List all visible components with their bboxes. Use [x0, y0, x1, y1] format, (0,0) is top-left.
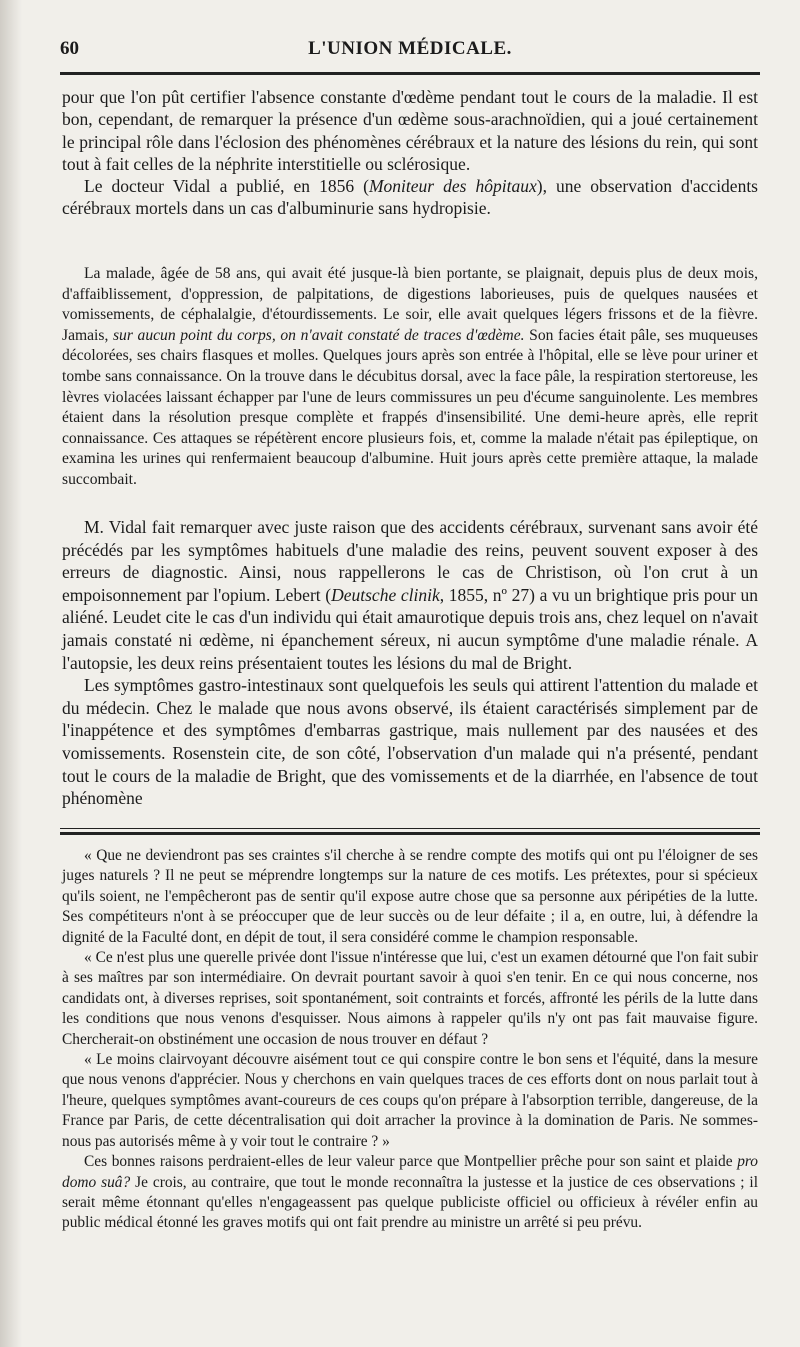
paragraph: [62, 264, 758, 491]
footnote-rule: [60, 828, 760, 829]
binding-shadow: [0, 0, 22, 1347]
footnote-rule: [60, 832, 760, 835]
emphasis-text: pro domo suâ?: [62, 1153, 758, 1191]
paragraph: « Le moins clairvoyant découvre aisément tout ce qui conspire contre le bon sens et l'équité, dans la mesure que nous venons d'apprécier. Nous y cherchons en vain quelques traces de ces efforts dont on nous parlait tout à l'heure, quelques symptômes avant-coureurs de ces coups qu'on prépare à l'absorption terrible, dangereuse, de la France par Paris, de cette décentralisation qui doit arracher la province à la domination de Paris. Ne sommes-nous pas autorisés même à y voir tout le contraire ? »: [62, 1051, 758, 1150]
page-header: [60, 38, 760, 68]
paragraph: « Ce n'est plus une querelle privée dont l'issue n'intéresse que lui, c'est un examen détourné que l'on fait subir à ses maîtres par son intermédiaire. On devrait pourtant savoir à quoi s'en tenir. En ce qui nous concerne, nos candidats ont, à diverses reprises, soit spontanément, soit contraints et forcés, affronté les périls de la lutte dans les conditions que nous venons d'esquisser. Nous aimons à rappeler qu'ils n'y ont pas fait mauvaise figure. Chercherait-on obstinément une occasion de nous trouver en défaut ?: [62, 949, 758, 1048]
paragraph: Les symptômes gastro-intestinaux sont quelquefois les seuls qui attirent l'attention du malade et du médecin. Chez le malade que nous avons observé, ils étaient caractérisés simplement par de l'inappétence et des symptômes d'embarras gastrique, mais nullement par des nausées et des vomissements. Rosenstein cite, de son côté, l'observation d'un malade qui n'a présenté, pendant tout le cours de la maladie de Bright, que des vomissements et de la diarrhée, en l'absence de tout phénomène: [62, 675, 758, 809]
source-title: Moniteur des hôpitaux: [368, 176, 537, 197]
text-span: Son facies était pâle, ses muqueuses décolorées, ses chairs flasques et molles. Quelques jours après son entrée à l'hôpital, elle se lève pour uriner et tombe sans connaissance. On la trouve dans le décubitus dorsal, avec la face pâle, la respiration stertoreuse, les lèvres violacées laissant échapper par l'une de leurs commissures un peu d'écume sanguinolente. Les membres étaient dans la résolution presque complète et frappés d'insensibilité. Une demi-heure après, elle reprit connaissance. Ces attaques se répétèrent encore plusieurs fois, et, comme la malade n'était pas épileptique, on examina les urines qui renfermaient beaucoup d'albumine. Huit jours après cette première attaque, la malade succombait.: [62, 326, 758, 488]
header-rule: [60, 72, 760, 75]
text-span: Le docteur Vidal a publié, en 1856 (: [84, 176, 369, 197]
source-title: Deutsche clinik: [331, 584, 440, 605]
paragraph: [62, 516, 758, 674]
paragraph: « Que ne deviendront pas ses craintes s'il cherche à se rendre compte des motifs qui ont pu l'éloigner de ses juges naturels ? Il ne peut se méprendre longtemps sur la nature de ces motifs. Les prétextes, pour si spécieux qu'ils soient, ne l'empêcheront pas de sentir qu'il expose autre chose que sa personne aux péripéties de la lutte. Ses compétiteurs n'ont à se préoccuper que de leur succès ou de leur défaite ; il a, en outre, lui, à défendre la dignité de la Faculté dont, en dépit de tout, il sera considéré comme le champion responsable.: [62, 847, 758, 946]
text-span: Je crois, au contraire, que tout le monde reconnaîtra la justesse et la justice de ces observations ; il serait même étonnant qu'elles n'engageassent pas quelque publiciste officiel ou officieux à révéler enfin au public médical étonné les graves motifs qui ont fait prendre au ministre un arrêté si peu prévu.: [62, 1173, 758, 1232]
page-number: 60: [60, 38, 79, 59]
case-report: [62, 264, 758, 491]
text-span: M. Vidal fait remarquer avec juste raison que des accidents cérébraux, survenant sans avoir été précédés par les symptômes habituels d'une maladie des reins, peuvent souvent exposer à des erreurs de diagnostic. Ainsi, nous rappellerons le cas de Christison, où l'on crut à un empoisonnement par l'opium. Lebert (: [62, 517, 758, 605]
text-span: ), une observation d'accidents cérébraux mortels dans un cas d'albuminurie sans hydropisie.: [62, 176, 758, 219]
main-text-bottom: [62, 516, 758, 810]
text-span: , 1855, nº 27) a vu un brightique pris pour un aliéné. Leudet cite le cas d'un individu qui était amaurotique depuis trois ans, chez lequel on n'avait jamais constaté ni œdème, ni épanchement séreux, ni aucun symptôme d'une maladie rénale. A l'autopsie, les deux reins présentaient toutes les lésions du mal de Bright.: [62, 584, 759, 673]
feuilleton-text: [62, 846, 758, 1234]
running-title: L'UNION MÉDICALE.: [308, 38, 512, 59]
paragraph: [62, 1152, 758, 1234]
emphasis-text: sur aucun point du corps, on n'avait constaté de traces d'œdème.: [112, 326, 525, 344]
paragraph: [62, 175, 758, 220]
main-text-top: [62, 86, 758, 220]
text-span: La malade, âgée de 58 ans, qui avait été jusque-là bien portante, se plaignait, depuis plus de deux mois, d'affaiblissement, d'oppression, de palpitations, de digestions laborieuses, puis de quelques nausées et vomissements, de céphalalgie, d'étourdissements. Le soir, elle avait quelques légers frissons et de la fièvre. Jamais,: [62, 265, 758, 344]
paragraph: pour que l'on pût certifier l'absence constante d'œdème pendant tout le cours de la maladie. Il est bon, cependant, de remarquer la présence d'un œdème sous-arachnoïdien, qui a joué certainement le principal rôle dans l'éclosion des phénomènes cérébraux et la nature des lésions du rein, qui sont tout à fait celles de la néphrite interstitielle ou sclérosique.: [62, 87, 758, 174]
text-span: Ces bonnes raisons perdraient-elles de leur valeur parce que Montpellier prêche pour son saint et plaide: [84, 1153, 738, 1171]
